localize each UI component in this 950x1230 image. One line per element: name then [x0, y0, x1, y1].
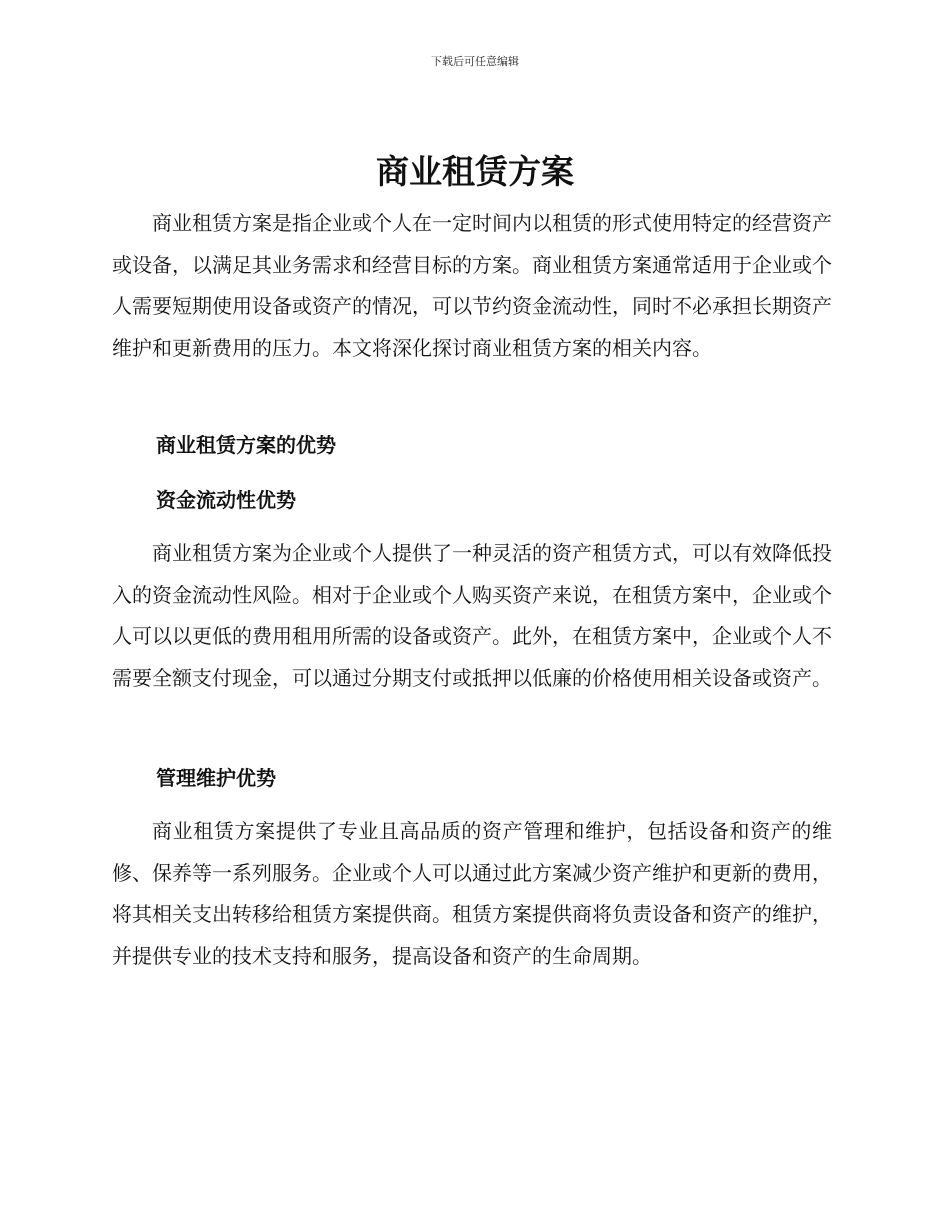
header-note: 下载后可任意编辑: [431, 55, 519, 68]
intro-paragraph: 商业租赁方案是指企业或个人在一定时间内以租赁的形式使用特定的经营资产或设备，以满足其业务需求和经营目标的方案。商业租赁方案通常适用于企业或个人需要短期使用设备或资产的情况，可以节约资金流动性，同时不必承担长期资产维护和更新费用的压力。本文将深化探讨商业租赁方案的相关内容。: [112, 211, 832, 360]
document-title: 商业租赁方案: [376, 152, 574, 191]
liquidity-paragraph: 商业租赁方案为企业或个人提供了一种灵活的资产租赁方式，可以有效降低投入的资金流动性风险。相对于企业或个人购买资产来说，在租赁方案中，企业或个人可以以更低的费用租用所需的设备或资产。此外，在租赁方案中，企业或个人不需要全额支付现金，可以通过分期支付或抵押以低廉的价格使用相关设备或资产。: [112, 541, 832, 690]
subheading-liquidity: 资金流动性优势: [156, 488, 296, 512]
maintenance-paragraph: 商业租赁方案提供了专业且高品质的资产管理和维护，包括设备和资产的维修、保养等一系列服务。企业或个人可以通过此方案减少资产维护和更新的费用，将其相关支出转移给租赁方案提供商。租赁方案提供商将负责设备和资产的维护，并提供专业的技术支持和服务，提高设备和资产的生命周期。: [112, 819, 832, 968]
section-heading-advantages: 商业租赁方案的优势: [156, 433, 336, 457]
subheading-maintenance: 管理维护优势: [156, 766, 276, 790]
